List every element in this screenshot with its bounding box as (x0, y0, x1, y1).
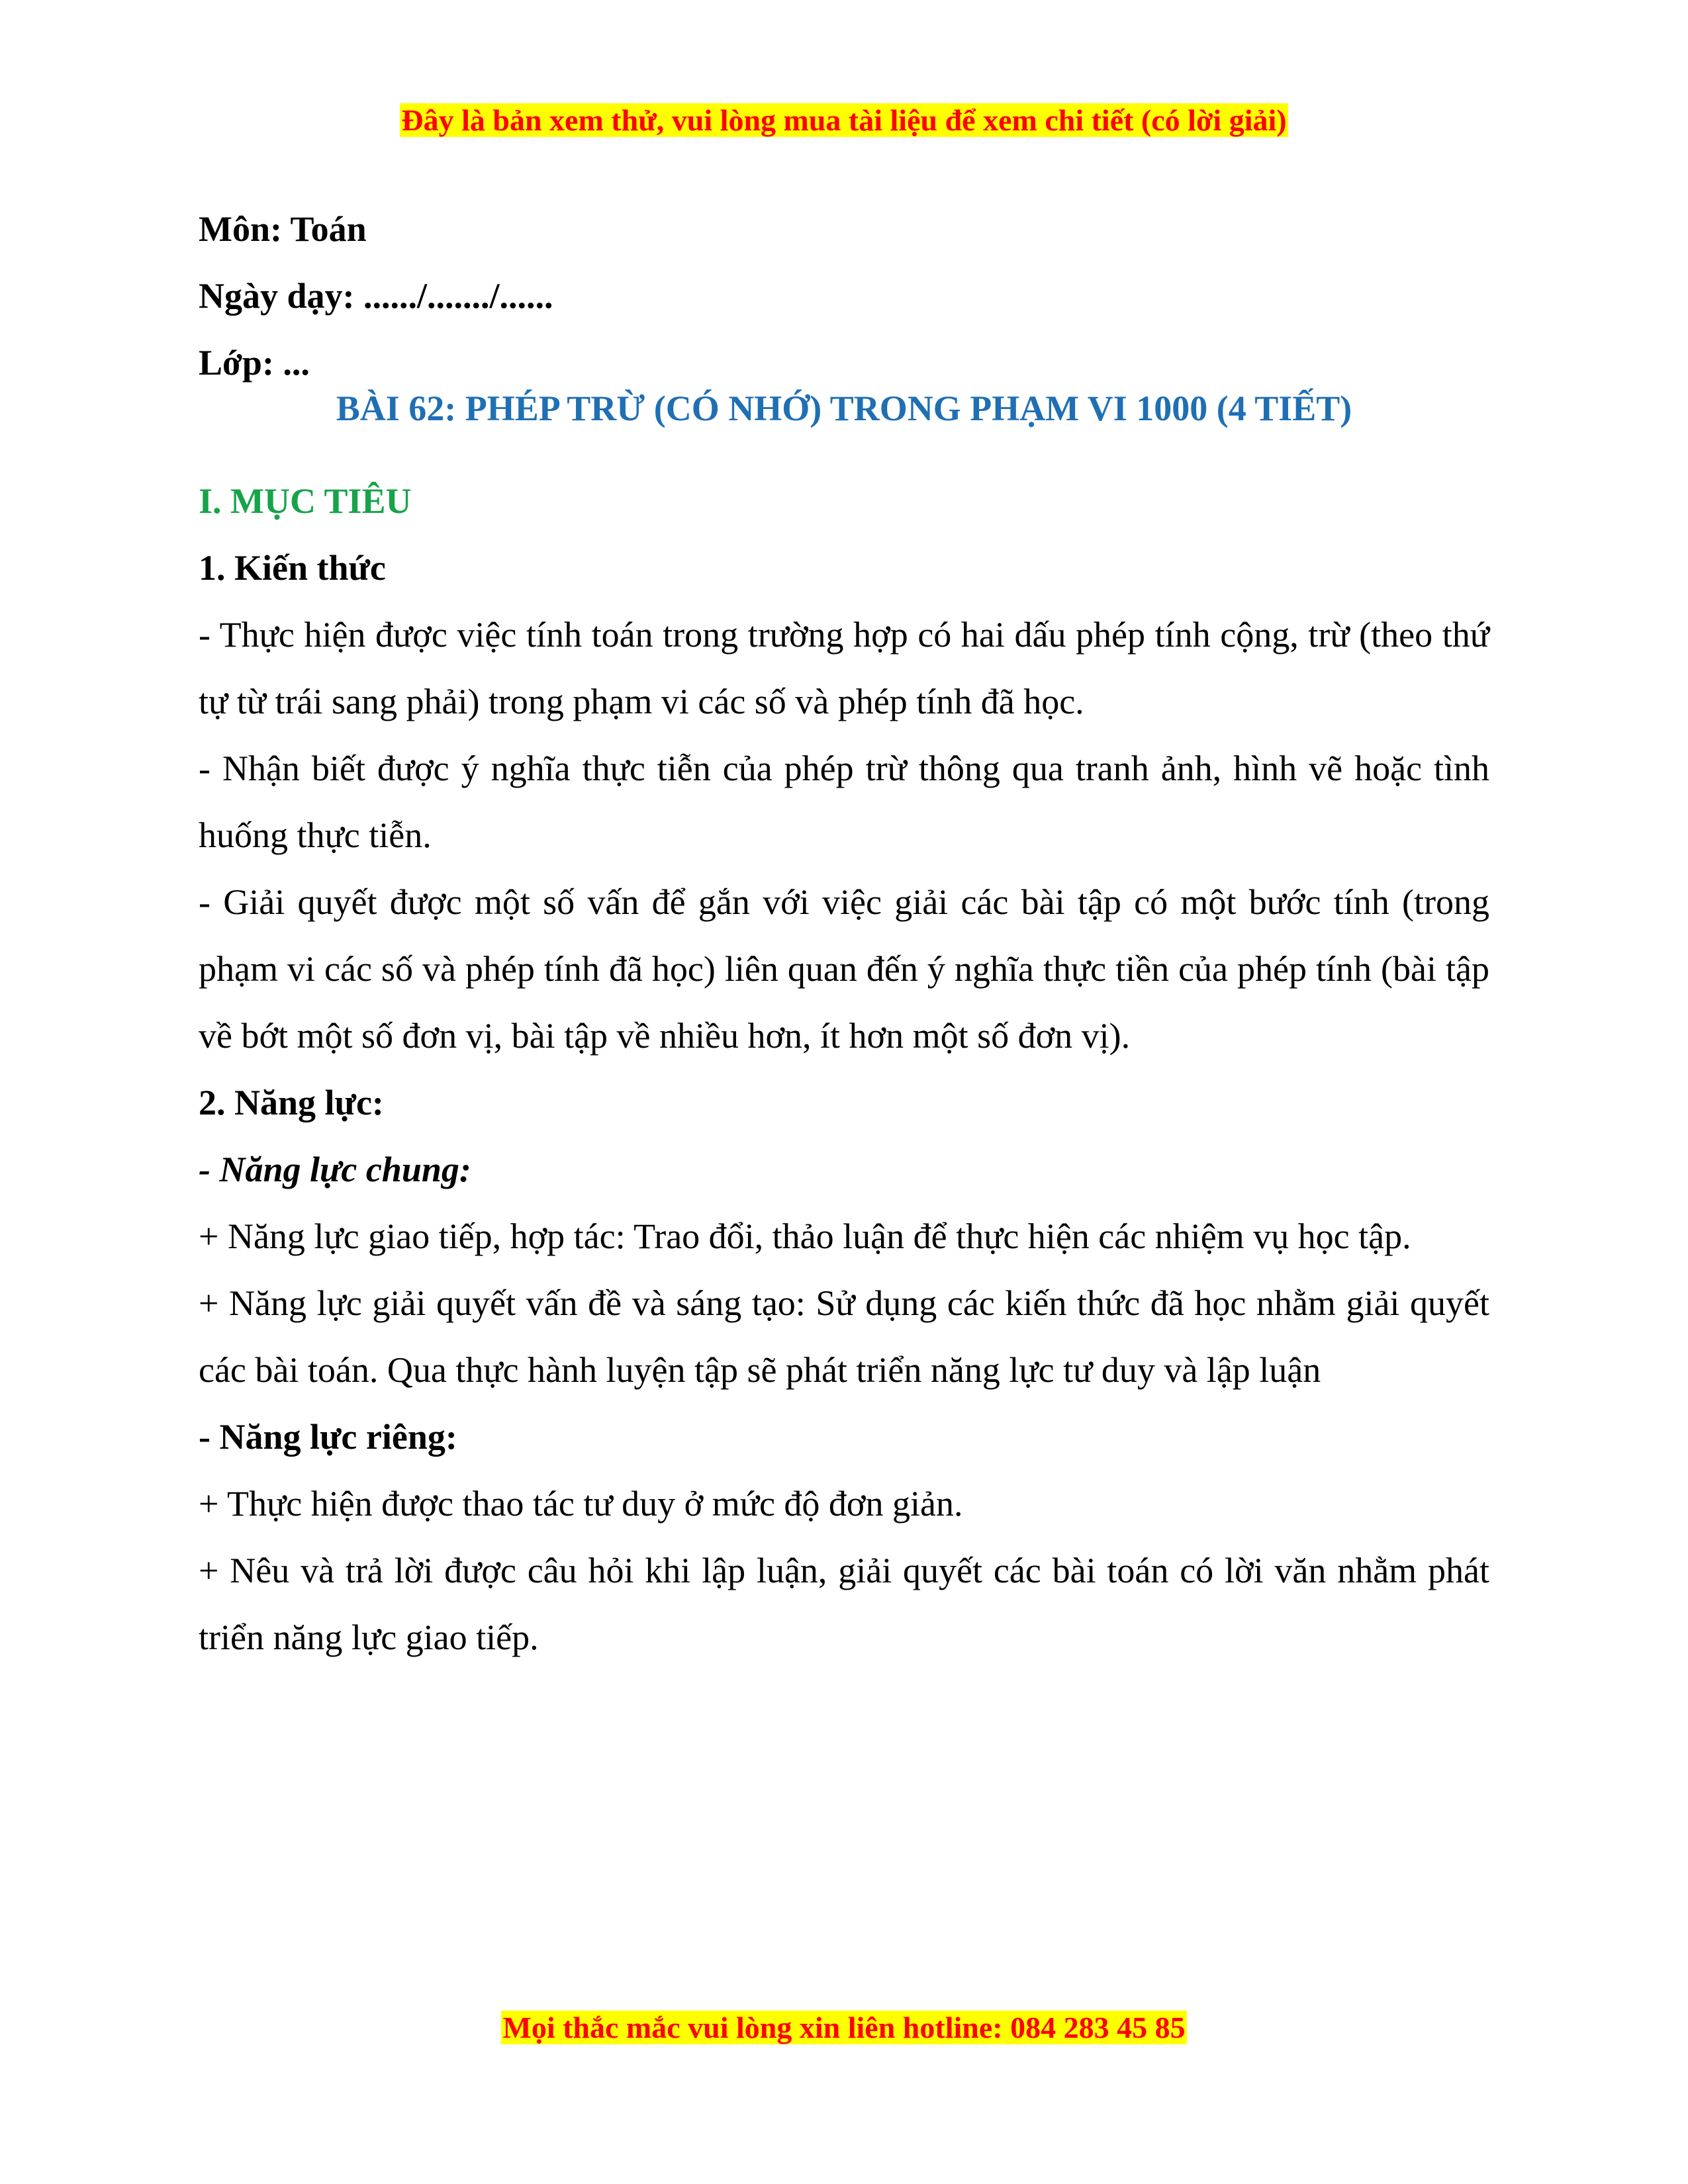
knowledge-item-3: - Giải quyết được một số vấn để gắn với việc giải các bài tập có một bước tính (trong phạm vi các số và phép tính đã học) liên quan đến ý nghĩa thực tiền của phép tính (bài tập về bớt một số đơn vị, bài tập về nhiều hơn, ít hơn một số đơn vị). (199, 882, 1489, 1056)
preview-notice-text: Đây là bản xem thử, vui lòng mua tài liệu để xem chi tiết (có lời giải) (401, 103, 1287, 137)
knowledge-item-2: - Nhận biết được ý nghĩa thực tiễn của phép trừ thông qua tranh ảnh, hình vẽ hoặc tình huống thực tiễn. (199, 749, 1489, 855)
hotline-text: Mọi thắc mắc vui lòng xin liên hotline: 084 283 45 85 (502, 2011, 1186, 2044)
specific-competence-item-2: + Nêu và trả lời được câu hỏi khi lập luận, giải quyết các bài toán có lời văn nhằm phát triển năng lực giao tiếp. (199, 1551, 1489, 1657)
competence-heading: 2. Năng lực: (199, 1083, 384, 1122)
specific-competence-item-1: + Thực hiện được thao tác tư duy ở mức độ đơn giản. (199, 1484, 963, 1524)
subject-label: Môn: Toán (199, 209, 367, 249)
hotline-banner (0, 2008, 1688, 2048)
general-competence-heading: - Năng lực chung: (199, 1150, 471, 1189)
specific-competence-heading: - Năng lực riêng: (199, 1417, 457, 1457)
document-body (199, 196, 1489, 1671)
preview-notice-banner (0, 101, 1688, 140)
general-competence-item-2: + Năng lực giải quyết vấn đề và sáng tạo: Sử dụng các kiến thức đã học nhằm giải quyết các bài toán. Qua thực hành luyện tập sẽ phát triển năng lực tư duy và lập luận (199, 1283, 1489, 1390)
knowledge-heading: 1. Kiến thức (199, 548, 386, 588)
class-label: Lớp: ... (199, 343, 310, 383)
teaching-date-label: Ngày dạy: ....../......./...... (199, 276, 553, 316)
lesson-title: BÀI 62: PHÉP TRỪ (CÓ NHỚ) TRONG PHẠM VI 1000 (4 TIẾT) (336, 388, 1352, 428)
general-competence-item-1: + Năng lực giao tiếp, hợp tác: Trao đổi, thảo luận để thực hiện các nhiệm vụ học tập. (199, 1216, 1411, 1256)
section-objectives-heading: I. MỤC TIÊU (199, 481, 412, 521)
knowledge-item-1: - Thực hiện được việc tính toán trong trường hợp có hai dấu phép tính cộng, trừ (theo thứ tự từ trái sang phải) trong phạm vi các số và phép tính đã học. (199, 615, 1489, 721)
